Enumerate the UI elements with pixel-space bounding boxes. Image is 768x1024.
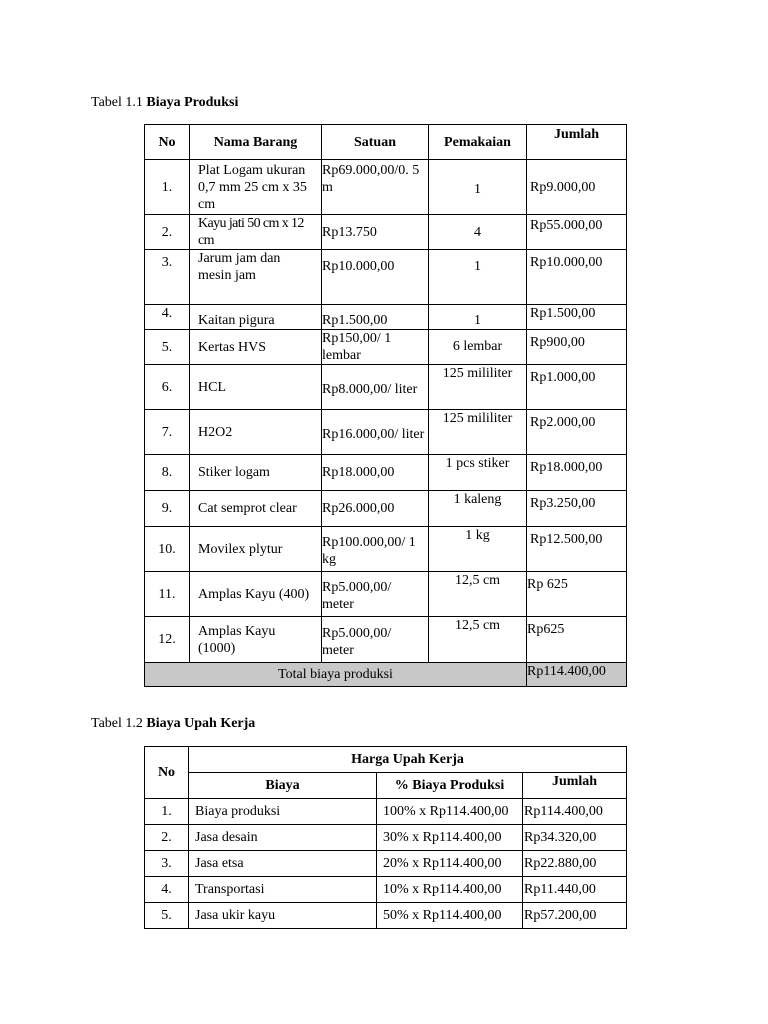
row-satuan: Rp8.000,00/ liter — [322, 365, 429, 410]
row-persen: 10% x Rp114.400,00 — [377, 877, 523, 903]
row-pemakaian: 12,5 cm — [429, 572, 527, 617]
row-nama-barang: Jarum jam dan mesin jam — [190, 250, 322, 305]
row-no: 7. — [145, 410, 190, 455]
table2-caption-title: Biaya Upah Kerja — [146, 716, 256, 731]
row-pemakaian: 125 mililiter — [429, 410, 527, 455]
row-no: 11. — [145, 572, 190, 617]
row-nama-barang: Amplas Kayu (400) — [190, 572, 322, 617]
row-jumlah: Rp114.400,00 — [523, 799, 627, 825]
table1-header-row — [145, 125, 627, 160]
row-nama-barang: Kayu jati 50 cm x 12 cm — [190, 215, 322, 250]
row-pemakaian: 1 — [429, 305, 527, 330]
row-pemakaian: 12,5 cm — [429, 617, 527, 663]
table1-caption — [91, 94, 238, 111]
row-nama-barang: HCL — [190, 365, 322, 410]
row-pemakaian: 6 lembar — [429, 330, 527, 365]
row-jumlah: Rp11.440,00 — [523, 877, 627, 903]
row-biaya: Jasa ukir kayu — [189, 903, 377, 929]
row-no: 12. — [145, 617, 190, 663]
header-harga-upah-kerja: Harga Upah Kerja — [189, 747, 627, 773]
table-row — [145, 617, 627, 663]
table2-caption-prefix: Tabel 1.2 — [91, 716, 143, 731]
row-nama-barang: Kertas HVS — [190, 330, 322, 365]
total-value: Rp114.400,00 — [527, 663, 627, 687]
biaya-upah-kerja-table — [144, 746, 627, 929]
row-persen: 50% x Rp114.400,00 — [377, 903, 523, 929]
row-satuan: Rp5.000,00/ meter — [322, 617, 429, 663]
table-row — [145, 572, 627, 617]
total-label: Total biaya produksi — [145, 663, 527, 687]
row-nama-barang: Kaitan pigura — [190, 305, 322, 330]
row-pemakaian: 1 kaleng — [429, 491, 527, 527]
row-jumlah: Rp9.000,00 — [527, 160, 627, 215]
row-no: 4. — [145, 305, 190, 330]
row-no: 3. — [145, 250, 190, 305]
row-jumlah: Rp22.880,00 — [523, 851, 627, 877]
header-no: No — [145, 125, 190, 160]
row-jumlah: Rp55.000,00 — [527, 215, 627, 250]
row-no: 3. — [145, 851, 189, 877]
row-pemakaian: 4 — [429, 215, 527, 250]
table-row — [145, 491, 627, 527]
table-row — [145, 305, 627, 330]
biaya-produksi-table — [144, 124, 627, 687]
row-no: 2. — [145, 215, 190, 250]
row-jumlah: Rp900,00 — [527, 330, 627, 365]
total-row — [145, 663, 627, 687]
header-jumlah: Jumlah — [527, 125, 627, 160]
table-row — [145, 799, 627, 825]
table-row — [145, 160, 627, 215]
table-row — [145, 410, 627, 455]
table-row — [145, 455, 627, 491]
table-row — [145, 215, 627, 250]
row-satuan: Rp150,00/ 1 lembar — [322, 330, 429, 365]
row-jumlah: Rp625 — [527, 617, 627, 663]
table-row — [145, 877, 627, 903]
row-nama-barang: H2O2 — [190, 410, 322, 455]
table-row — [145, 250, 627, 305]
row-jumlah: Rp18.000,00 — [527, 455, 627, 491]
row-nama-barang: Cat semprot clear — [190, 491, 322, 527]
row-jumlah: Rp34.320,00 — [523, 825, 627, 851]
row-satuan: Rp100.000,00/ 1 kg — [322, 527, 429, 572]
row-pemakaian: 1 kg — [429, 527, 527, 572]
row-jumlah: Rp 625 — [527, 572, 627, 617]
row-no: 8. — [145, 455, 190, 491]
header-satuan: Satuan — [322, 125, 429, 160]
row-satuan: Rp13.750 — [322, 215, 429, 250]
row-biaya: Jasa etsa — [189, 851, 377, 877]
row-jumlah: Rp1.500,00 — [527, 305, 627, 330]
row-no: 5. — [145, 330, 190, 365]
row-nama-barang: Amplas Kayu (1000) — [190, 617, 322, 663]
row-no: 9. — [145, 491, 190, 527]
table2-caption — [91, 715, 255, 732]
row-biaya: Transportasi — [189, 877, 377, 903]
header-jumlah: Jumlah — [523, 773, 627, 799]
table-row — [145, 527, 627, 572]
row-satuan: Rp18.000,00 — [322, 455, 429, 491]
table2-group-header-row — [145, 747, 627, 773]
row-biaya: Jasa desain — [189, 825, 377, 851]
table-row — [145, 851, 627, 877]
table-row — [145, 330, 627, 365]
row-satuan: Rp10.000,00 — [322, 250, 429, 305]
header-no: No — [145, 747, 189, 799]
row-pemakaian: 125 mililiter — [429, 365, 527, 410]
table1-caption-title: Biaya Produksi — [146, 95, 239, 110]
row-persen: 20% x Rp114.400,00 — [377, 851, 523, 877]
row-no: 6. — [145, 365, 190, 410]
row-pemakaian: 1 pcs stiker — [429, 455, 527, 491]
row-biaya: Biaya produksi — [189, 799, 377, 825]
table1-caption-prefix: Tabel 1.1 — [91, 95, 143, 110]
header-biaya: Biaya — [189, 773, 377, 799]
row-jumlah: Rp57.200,00 — [523, 903, 627, 929]
row-nama-barang: Movilex plytur — [190, 527, 322, 572]
row-jumlah: Rp12.500,00 — [527, 527, 627, 572]
row-no: 4. — [145, 877, 189, 903]
header-nama-barang: Nama Barang — [190, 125, 322, 160]
header-pemakaian: Pemakaian — [429, 125, 527, 160]
row-jumlah: Rp2.000,00 — [527, 410, 627, 455]
row-pemakaian: 1 — [429, 160, 527, 215]
row-no: 1. — [145, 160, 190, 215]
row-nama-barang: Plat Logam ukuran 0,7 mm 25 cm x 35 cm — [190, 160, 322, 215]
row-satuan: Rp26.000,00 — [322, 491, 429, 527]
row-pemakaian: 1 — [429, 250, 527, 305]
row-nama-barang: Stiker logam — [190, 455, 322, 491]
row-persen: 30% x Rp114.400,00 — [377, 825, 523, 851]
row-persen: 100% x Rp114.400,00 — [377, 799, 523, 825]
table2-header-row — [145, 773, 627, 799]
row-satuan: Rp16.000,00/ liter — [322, 410, 429, 455]
header-persen-biaya-produksi: % Biaya Produksi — [377, 773, 523, 799]
row-satuan: Rp69.000,00/0. 5 m — [322, 160, 429, 215]
row-satuan: Rp1.500,00 — [322, 305, 429, 330]
row-satuan: Rp5.000,00/ meter — [322, 572, 429, 617]
row-jumlah: Rp1.000,00 — [527, 365, 627, 410]
table-row — [145, 365, 627, 410]
row-no: 10. — [145, 527, 190, 572]
row-no: 5. — [145, 903, 189, 929]
row-jumlah: Rp3.250,00 — [527, 491, 627, 527]
table-row — [145, 825, 627, 851]
row-no: 2. — [145, 825, 189, 851]
row-no: 1. — [145, 799, 189, 825]
table-row — [145, 903, 627, 929]
row-jumlah: Rp10.000,00 — [527, 250, 627, 305]
